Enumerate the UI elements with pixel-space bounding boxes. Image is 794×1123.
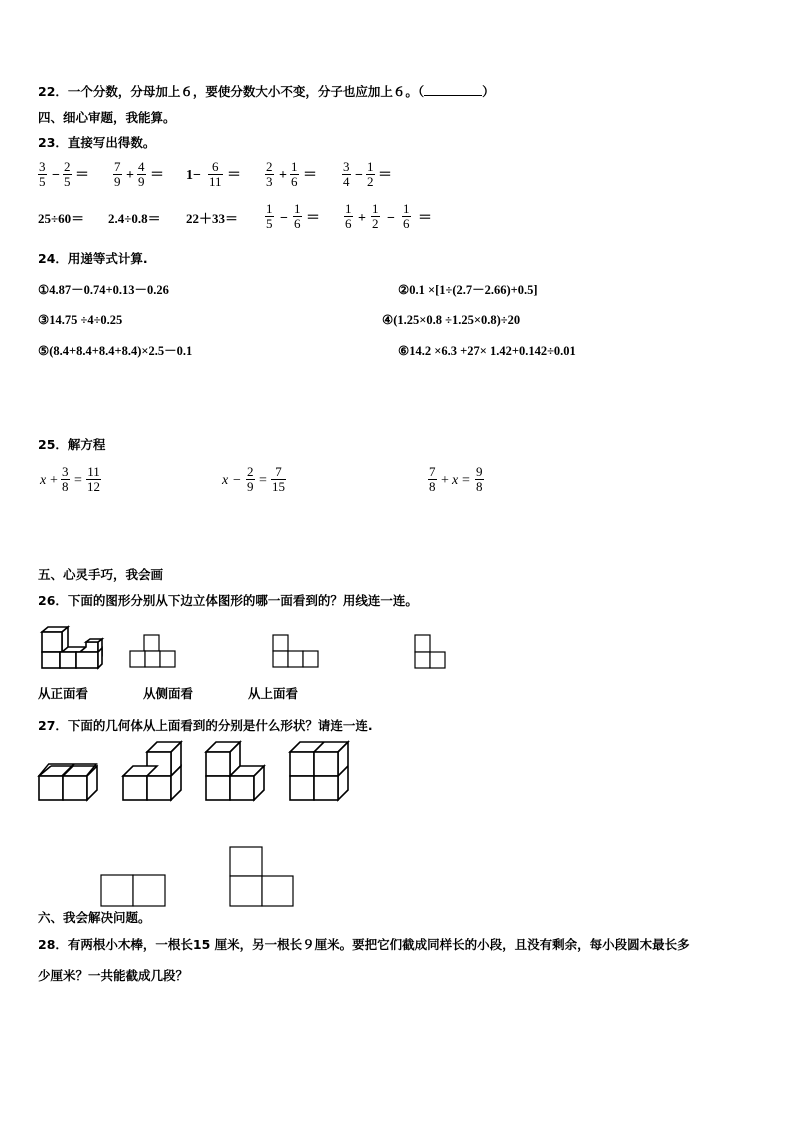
variable-x: x <box>222 473 229 488</box>
q27-top-view-a <box>100 874 166 908</box>
q24-item-2: ②0.1 ×[1÷(2.7－2.66)+0.5] <box>398 283 538 297</box>
fraction: $\frac{1}{6}$ <box>403 201 410 231</box>
q27-solid-3 <box>205 740 267 804</box>
operator: − <box>355 168 363 183</box>
fraction: $\frac{1}{6}$ <box>294 201 301 231</box>
q23-title: 23．直接写出得数。 <box>38 135 156 150</box>
operator: − <box>387 211 395 226</box>
section-6-heading: 六、我会解决问题。 <box>38 910 151 925</box>
q26-label-side: 从侧面看 <box>143 686 194 701</box>
q24-item-4: ④(1.25×0.8 ÷1.25×0.8)÷20 <box>382 313 521 327</box>
q27-solid-2 <box>122 740 184 804</box>
q22-answer-blank[interactable] <box>424 84 482 96</box>
equals: = <box>259 473 267 488</box>
fraction: $\frac{1}{2}$ <box>367 159 374 189</box>
equals: ＝ <box>378 168 392 183</box>
q27-top-view-b <box>229 846 295 908</box>
operator: + <box>358 211 366 226</box>
operator: + <box>126 168 134 183</box>
operator: − <box>52 168 60 183</box>
fraction: $\frac{3}{4}$ <box>343 159 350 189</box>
fraction: $\frac{2}{5}$ <box>64 159 71 189</box>
q26-label-front: 从正面看 <box>38 686 89 701</box>
variable-x: x <box>452 473 459 488</box>
q24-item-3: ③14.75 ÷4÷0.25 <box>38 313 123 327</box>
expression: 2.4÷0.8＝ <box>108 211 161 226</box>
fraction: $\frac{2}{9}$ <box>247 464 254 494</box>
fraction: $\frac{7}{15}$ <box>272 464 285 494</box>
fraction: $\frac{6}{11}$ <box>209 159 222 189</box>
equals: ＝ <box>418 211 432 226</box>
lead-term: 1− <box>186 168 201 183</box>
fraction: $\frac{1}{5}$ <box>266 201 273 231</box>
q26-view-a <box>129 634 177 668</box>
q27-solid-4 <box>289 740 351 804</box>
fraction: $\frac{1}{6}$ <box>291 159 298 189</box>
equals: = <box>462 473 470 488</box>
operator: − <box>233 473 241 488</box>
equals: ＝ <box>306 211 320 226</box>
fraction: $\frac{7}{9}$ <box>114 159 121 189</box>
q24-title: 24．用递等式计算. <box>38 251 148 266</box>
section-4-heading: 四、细心审题，我能算。 <box>38 110 176 125</box>
fraction: $\frac{1}{6}$ <box>345 201 352 231</box>
operator: + <box>441 473 449 488</box>
fraction: $\frac{1}{2}$ <box>372 201 379 231</box>
q28-line-1: 28．有两根小木棒，一根长15 厘米，另一根长９厘米。要把它们截成同样长的小段，且没有剩余，每小段圆木最长多 <box>38 937 690 952</box>
q22-line <box>38 84 495 100</box>
operator: + <box>50 473 58 488</box>
variable-x: x <box>40 473 47 488</box>
q26-label-top: 从上面看 <box>248 686 299 701</box>
q22-close: ） <box>482 84 495 99</box>
equals: ＝ <box>150 168 164 183</box>
section-5-heading: 五、心灵手巧，我会画 <box>38 567 164 582</box>
fraction: $\frac{7}{8}$ <box>429 464 436 494</box>
q24-item-6: ⑥14.2 ×6.3 +27× 1.42+0.142÷0.01 <box>398 344 576 358</box>
equals: = <box>74 473 82 488</box>
operator: − <box>280 211 288 226</box>
fraction: $\frac{11}{12}$ <box>87 464 100 494</box>
q27-solid-1 <box>38 756 100 804</box>
expression: 25÷60＝ <box>38 211 85 226</box>
q26-title: 26．下面的图形分别从下边立体图形的哪一面看到的？用线连一连。 <box>38 593 418 608</box>
operator: + <box>279 168 287 183</box>
q27-title: 27．下面的几何体从上面看到的分别是什么形状？请连一连. <box>38 718 373 733</box>
q25-title: 25．解方程 <box>38 437 106 452</box>
equals: ＝ <box>75 168 89 183</box>
fraction: $\frac{9}{8}$ <box>476 464 483 494</box>
fraction: $\frac{4}{9}$ <box>138 159 145 189</box>
q26-view-c <box>414 634 448 670</box>
expression: 22＋33＝ <box>186 211 239 226</box>
fraction: $\frac{2}{3}$ <box>266 159 273 189</box>
q22-text: 22．一个分数，分母加上６，要使分数大小不变，分子也应加上６。（ <box>38 84 425 99</box>
q24-item-5: ⑤(8.4+8.4+8.4+8.4)×2.5－0.1 <box>38 344 193 358</box>
equals: ＝ <box>227 168 241 183</box>
q28-line-2: 少厘米？一共能截成几段？ <box>38 968 189 983</box>
q26-solid-figure <box>38 626 103 670</box>
q24-item-1: ①4.87－0.74+0.13－0.26 <box>38 283 169 297</box>
fraction: $\frac{3}{8}$ <box>62 464 69 494</box>
fraction: $\frac{3}{5}$ <box>39 159 46 189</box>
q26-view-b <box>272 634 320 668</box>
equals: ＝ <box>303 168 317 183</box>
